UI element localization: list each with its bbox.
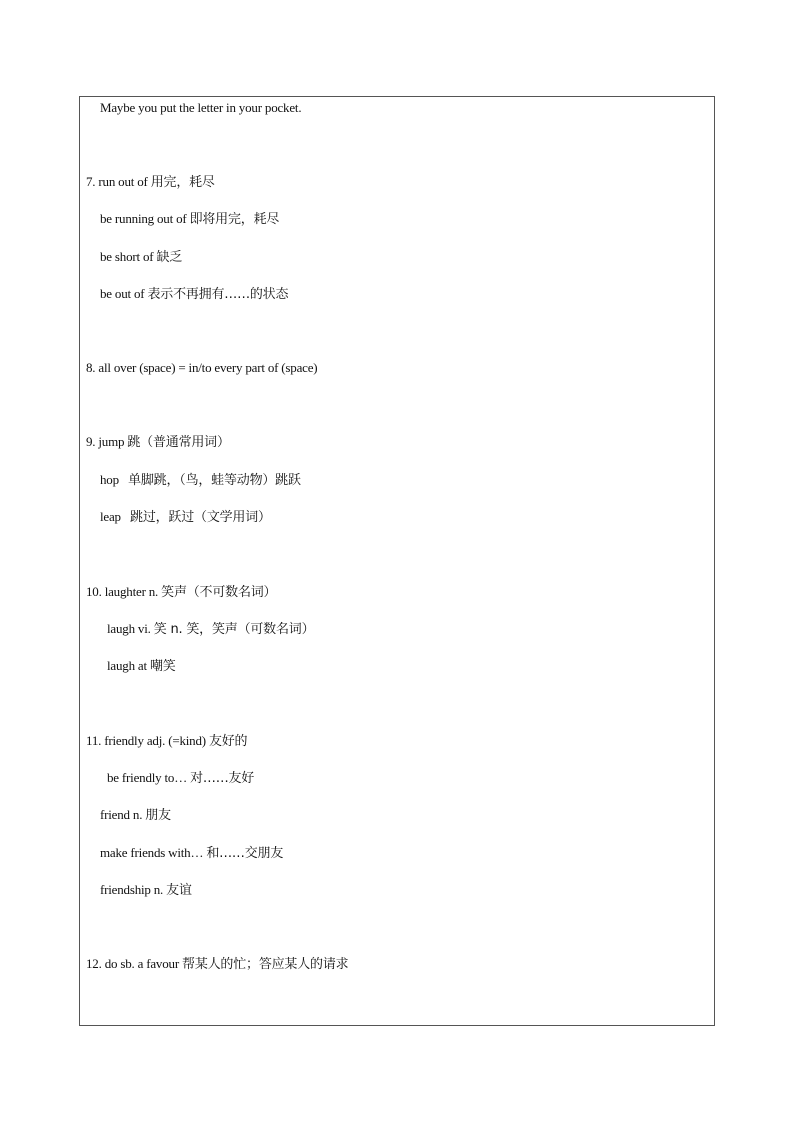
line-english: be out of [100, 286, 148, 301]
line-english: 7. run out of [86, 174, 151, 189]
line-chinese: 对……友好 [190, 771, 255, 786]
line-english: be friendly to… [107, 770, 191, 785]
text-line [100, 509, 271, 526]
line-english: friendship n. [100, 882, 167, 897]
line-english: be short of [100, 249, 157, 264]
line-chinese: 缺乏 [156, 250, 183, 265]
line-english: hop [100, 472, 129, 487]
line-chinese: 用完，耗尽 [150, 175, 215, 190]
text-line [100, 882, 192, 899]
line-english: be running out of [100, 211, 190, 226]
line-english: leap [100, 509, 131, 524]
text-line [86, 584, 276, 601]
text-line [86, 174, 215, 191]
line-chinese: 表示不再拥有……的状态 [147, 287, 289, 302]
line-english: friend n. [100, 807, 146, 822]
text-line [86, 360, 317, 377]
text-line [100, 286, 288, 303]
text-line [100, 472, 301, 489]
line-chinese: 笑 n. 笑，笑声（可数名词） [153, 622, 315, 637]
line-english: 11. friendly adj. (=kind) [86, 733, 209, 748]
text-line [86, 956, 348, 973]
line-chinese: 嘲笑 [149, 659, 176, 674]
line-chinese: 跳（普通常用词） [127, 435, 230, 450]
line-english: 12. do sb. a favour [86, 956, 183, 971]
line-chinese: 友好的 [208, 734, 248, 749]
text-line [100, 100, 301, 117]
line-chinese: 友谊 [166, 883, 192, 898]
text-line [86, 434, 230, 451]
line-english: make friends with… [100, 845, 207, 860]
text-line [107, 658, 176, 675]
line-english: laugh vi. [107, 621, 154, 636]
text-line [107, 621, 314, 638]
line-chinese: 帮某人的忙；答应某人的请求 [182, 957, 349, 972]
line-english: laugh at [107, 658, 150, 673]
line-chinese: 和……交朋友 [206, 846, 284, 861]
text-line [100, 845, 283, 862]
text-line [100, 249, 182, 266]
line-chinese: 跳过，跃过（文学用词） [130, 510, 271, 525]
line-english: 10. laughter n. [86, 584, 162, 599]
line-english: 8. all over (space) = in/to every part of (space) [86, 360, 318, 375]
line-chinese: 朋友 [145, 808, 171, 823]
line-chinese: 笑声（不可数名词） [161, 585, 277, 600]
text-line [100, 807, 171, 824]
text-line [86, 733, 247, 750]
text-line [100, 211, 279, 228]
line-chinese: 单脚跳，（鸟，蛙等动物）跳跃 [128, 473, 301, 488]
line-chinese: 即将用完，耗尽 [189, 212, 280, 227]
line-english: 9. jump [86, 434, 128, 449]
text-line [107, 770, 254, 787]
line-english: Maybe you put the letter in your pocket. [100, 100, 302, 115]
